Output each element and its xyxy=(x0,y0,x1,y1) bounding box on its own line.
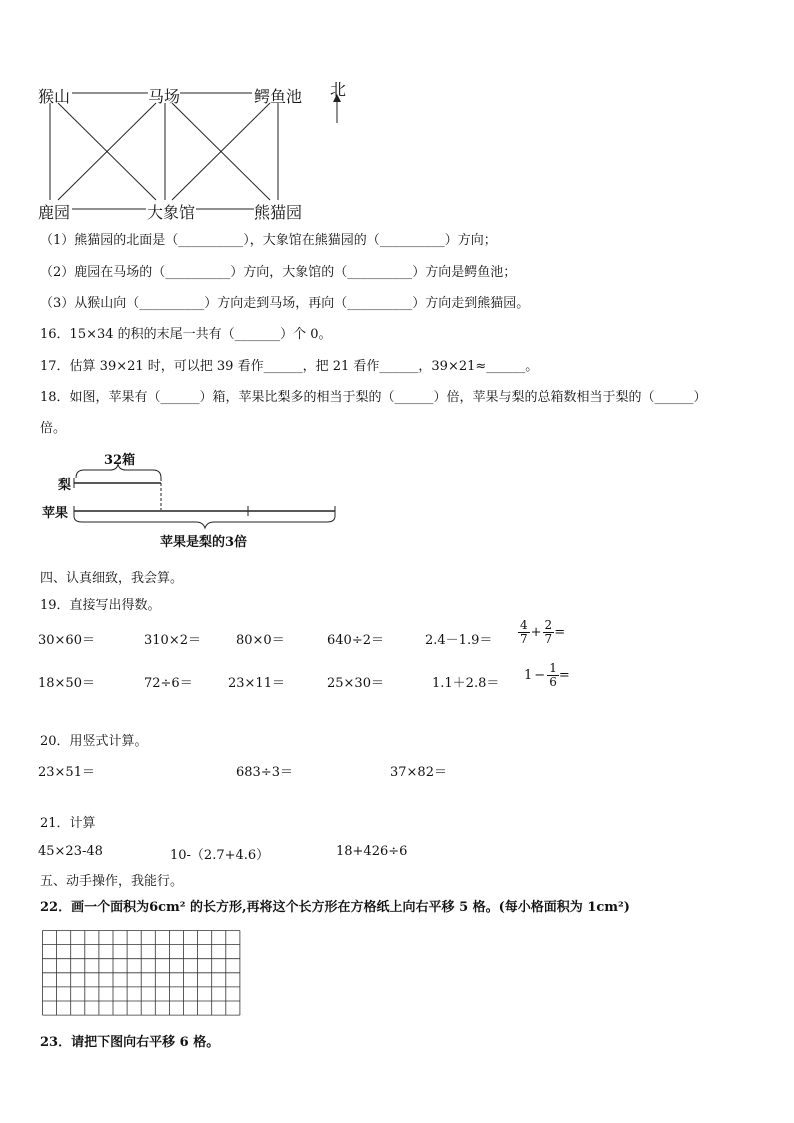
q16: 16．15×34 的积的末尾一共有（_______）个 0。 xyxy=(40,327,332,342)
q15-line2: （2）鹿园在马场的（__________）方向，大象馆的（__________）方向是鳄鱼池； xyxy=(40,265,517,280)
q15-line1: （1）熊猫园的北面是（__________），大象馆在熊猫园的（__________）方向； xyxy=(40,233,497,248)
q21-item-2: 10-（2.7+4.6） xyxy=(170,848,270,863)
q19-r2-3: 23×11＝ xyxy=(228,676,285,691)
q20-item-1: 23×51＝ xyxy=(38,765,95,780)
q15-line3: （3）从猴山向（__________）方向走到马场，再向（__________）方向走到熊猫园。 xyxy=(40,296,530,311)
q19-r2-1: 18×50＝ xyxy=(38,676,95,691)
map-label-elephant-house: 大象馆 xyxy=(147,203,196,222)
q20-title: 20．用竖式计算。 xyxy=(40,734,148,749)
q19-r1-1: 30×60＝ xyxy=(38,633,95,648)
q19-fraction-diff: 1 − $\frac{1}{6}$ = xyxy=(524,661,570,689)
q17: 17．估算 39×21 时，可以把 39 看作______，把 21 看作______，39×21≈______。 xyxy=(40,359,539,374)
q21-item-3: 18+426÷6 xyxy=(336,844,408,859)
map-label-panda-park: 熊猫园 xyxy=(254,203,303,222)
q18-line1: 18．如图，苹果有（______）箱，苹果比梨多的相当于梨的（______）倍，苹果与梨的总箱数相当于梨的（______） xyxy=(40,390,707,405)
q19-r1-2: 310×2＝ xyxy=(144,633,201,648)
map-label-crocodile-pond: 鳄鱼池 xyxy=(254,87,303,106)
q18-line2: 倍。 xyxy=(40,421,67,436)
fig-32-boxes: 32箱 xyxy=(104,453,136,468)
q20-item-3: 37×82＝ xyxy=(390,765,447,780)
q21-title: 21．计算 xyxy=(40,816,96,831)
map-label-horse-farm: 马场 xyxy=(148,87,181,106)
map-label-monkey-hill: 猴山 xyxy=(38,87,71,106)
section-5-heading: 五、动手操作，我能行。 xyxy=(40,874,184,889)
fig-apple-label: 苹果 xyxy=(42,506,69,521)
q19-r2-2: 72÷6＝ xyxy=(144,676,193,691)
grid-paper xyxy=(42,930,242,1016)
q20-item-2: 683÷3＝ xyxy=(236,765,293,780)
q19-r2-5: 1.1＋2.8＝ xyxy=(432,676,500,691)
north-label: 北 xyxy=(330,80,347,99)
zoo-map xyxy=(0,0,794,230)
q22: 22．画一个面积为6cm² 的长方形,再将这个长方形在方格纸上向右平移 5 格。(每小格面积为 1cm²) xyxy=(40,900,630,915)
q23: 23．请把下图向右平移 6 格。 xyxy=(40,1035,220,1050)
section-4-heading: 四、认真细致，我会算。 xyxy=(40,571,184,586)
fig-caption: 苹果是梨的3倍 xyxy=(160,535,248,550)
q19-r1-4: 640÷2＝ xyxy=(327,633,384,648)
q19-title: 19．直接写出得数。 xyxy=(40,598,161,613)
q19-fraction-sum: $\frac{4}{7}$ + $\frac{2}{7}$ = xyxy=(520,618,566,646)
q19-r1-5: 2.4－1.9＝ xyxy=(425,633,493,648)
q21-item-1: 45×23-48 xyxy=(38,844,103,859)
q19-r2-4: 25×30＝ xyxy=(327,676,384,691)
map-label-deer-park: 鹿园 xyxy=(38,203,71,222)
q19-r1-3: 80×0＝ xyxy=(236,633,285,648)
fig-pear-label: 梨 xyxy=(58,478,72,493)
